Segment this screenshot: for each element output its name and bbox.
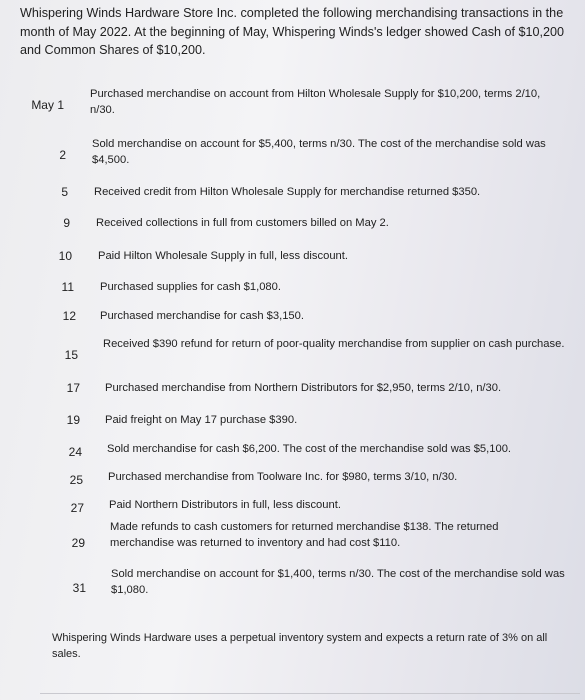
transaction-date: May 1 (31, 98, 64, 112)
transaction-text: Paid Hilton Wholesale Supply in full, less discount. (98, 250, 348, 262)
transaction-text: Sold merchandise on account for $1,400, terms n/30. The cost of the merchandise sold was $1,080. (111, 568, 565, 596)
transaction-date: 5 (61, 185, 68, 199)
transaction-text: Made refunds to cash customers for returned merchandise $138. The returned merchandise was returned to inventory and had cost $110. (110, 521, 499, 549)
transaction-text: Received credit from Hilton Wholesale Supply for merchandise returned $350. (94, 186, 481, 198)
transaction-text: Sold merchandise for cash $6,200. The cost of the merchandise sold was $5,100. (107, 443, 512, 455)
transaction-date: 19 (66, 413, 80, 427)
divider (40, 693, 580, 694)
transaction-text: Purchased merchandise for cash $3,150. (100, 310, 304, 322)
transaction-date: 24 (68, 445, 82, 459)
transaction-date: 27 (70, 501, 84, 515)
footer-note: Whispering Winds Hardware uses a perpetual inventory system and expects a return rate of 3% on all sales. (52, 632, 548, 660)
transaction-date: 11 (61, 280, 74, 294)
transaction-text: Purchased merchandise on account from Hilton Wholesale Supply for $10,200, terms 2/10, n/30. (90, 88, 541, 116)
transaction-text: Received $390 refund for return of poor-quality merchandise from supplier on cash purchase. (103, 338, 565, 350)
transaction-date: 2 (59, 148, 66, 162)
transaction-date: 29 (71, 536, 85, 550)
transaction-text: Purchased merchandise from Northern Distributors for $2,950, terms 2/10, n/30. (105, 382, 502, 394)
transaction-date: 9 (63, 216, 70, 230)
transaction-text: Purchased merchandise from Toolware Inc. for $980, terms 3/10, n/30. (108, 471, 458, 483)
transaction-date: 10 (58, 249, 72, 263)
transaction-text: Paid Northern Distributors in full, less discount. (109, 499, 341, 511)
transaction-text: Paid freight on May 17 purchase $390. (105, 414, 298, 426)
problem-intro: Whispering Winds Hardware Store Inc. completed the following merchandising transactions in the month of May 2022. At the beginning of May, Whispering Winds's ledger showed Cash of $10,200 and Common Shares of $10,200. (20, 6, 565, 57)
transaction-date: 15 (64, 348, 78, 362)
transaction-text: Received collections in full from customers billed on May 2. (96, 217, 389, 229)
transaction-date: 17 (66, 381, 80, 395)
transaction-text: Purchased supplies for cash $1,080. (100, 281, 281, 293)
transaction-date: 31 (72, 581, 86, 595)
transaction-text: Sold merchandise on account for $5,400, terms n/30. The cost of the merchandise sold was $4,500. (92, 138, 546, 166)
transaction-date: 25 (69, 473, 83, 487)
transaction-date: 12 (62, 309, 76, 323)
